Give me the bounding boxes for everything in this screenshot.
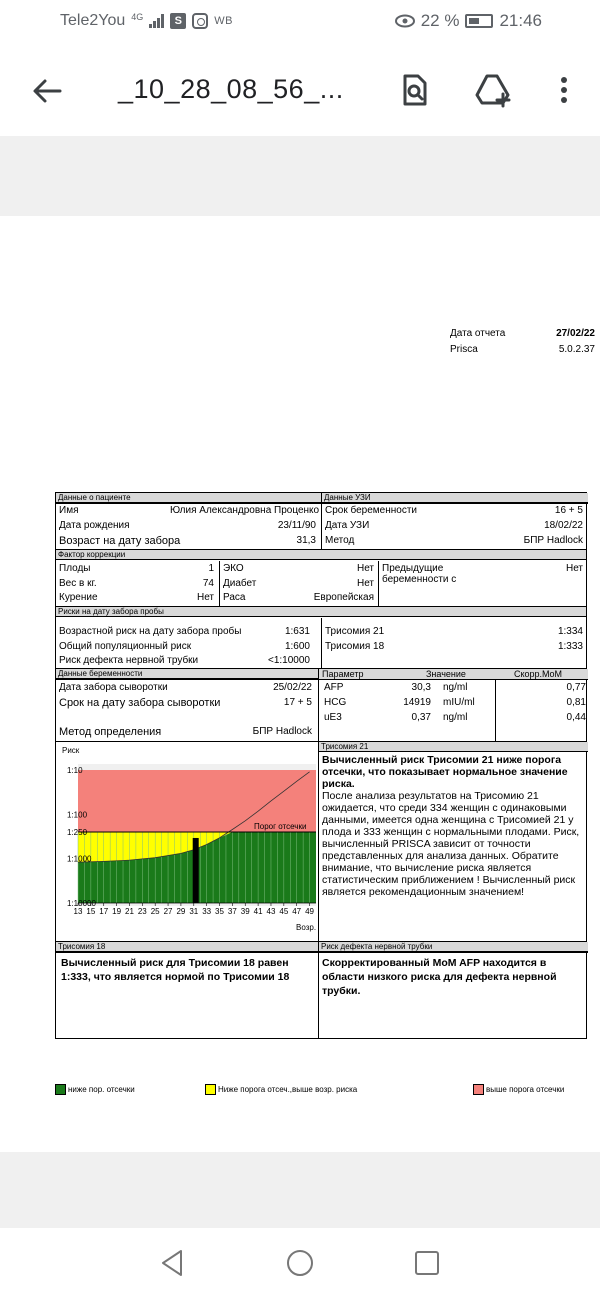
age-label: Возраст на дату забора [59,535,181,547]
name-label: Имя [59,505,79,516]
nav-back-icon[interactable] [157,1248,187,1278]
afp-unit: ng/ml [443,682,468,693]
smoke-value: Нет [196,592,214,603]
ue3-name: uE3 [324,712,342,723]
legend-yellow-swatch [205,1084,216,1095]
software-label: Prisca [450,344,478,355]
age-risk-value: 1:631 [284,626,310,637]
y-tick-label: 1:250 [67,827,88,837]
pop-risk-label: Общий популяционный риск [59,641,192,652]
x-tick-label: 37 [227,907,237,916]
bottom-band [0,1152,600,1228]
legend-green-label: ниже пор. отсечки [68,1085,135,1094]
x-tick-label: 31 [189,907,199,916]
serum-term-label: Срок на дату забора сыворотки [59,697,221,709]
x-tick-label: 17 [99,907,109,916]
param-header: Параметр [322,669,364,679]
document-page[interactable] [0,216,600,1152]
toolbar-shadow-band [0,136,600,216]
add-to-drive-icon[interactable] [473,70,513,110]
usi-date-value: 18/02/22 [544,520,583,531]
prev-label-2: беременности с [382,574,457,585]
x-tick-label: 13 [73,907,83,916]
diabetes-value: Нет [356,578,374,589]
legend-red-swatch [473,1084,484,1095]
ntd-header: Риск дефекта нервной трубки [319,942,588,952]
signal-icon [149,14,164,28]
carrier-name: Tele2You [60,12,126,29]
ue3-mom: 0,44 [566,712,586,723]
status-bar [0,0,600,44]
prev-value: Нет [565,563,583,574]
ue3-unit: ng/ml [443,712,468,723]
usi-header: Данные УЗИ [322,493,588,503]
pop-risk-value: 1:600 [284,641,310,652]
x-tick-label: 41 [253,907,263,916]
y-tick-label: 1:1000 [67,854,92,864]
diabetes-label: Диабет [223,578,257,589]
y-tick-label: 1:10 [67,766,83,775]
report-date-value: 27/02/22 [556,328,595,339]
t18-header: Трисомия 18 [56,942,318,952]
weight-value: 74 [202,578,214,589]
x-tick-label: 35 [215,907,224,916]
hcg-value: 14919 [403,697,431,708]
system-navigation-bar [0,1228,600,1298]
nav-recents-icon[interactable] [412,1248,442,1278]
t21-text [322,754,586,898]
name-value: Юлия Александровна Проценко [170,505,320,516]
legend-green-swatch [55,1084,66,1095]
x-tick-label: 47 [292,907,302,916]
x-tick-label: 15 [86,907,96,916]
patient-usi-section [56,493,586,550]
fetus-label: Плоды [59,563,91,574]
x-tick-label: 45 [279,907,289,916]
birth-label: Дата рождения [59,520,130,531]
x-tick-label: 25 [150,907,160,916]
t18-risk-label: Трисомия 18 [325,641,385,652]
afp-value: 30,3 [411,682,431,693]
serum-date-label: Дата забора сыворотки [59,682,168,693]
t21-header: Трисомия 21 [319,742,588,752]
risks-header: Риски на дату забора пробы [56,607,586,617]
legend-green [55,1084,135,1095]
ntd-text: Скорректированный MoM AFP находится в области низкого риска для дефекта нервной трубки. [322,957,557,997]
patient-header: Данные о пациенте [56,493,321,503]
report-table [55,492,587,1039]
t21-risk-value: 1:334 [557,626,583,637]
x-tick-label: 21 [125,907,134,916]
usi-term-value: 16 + 5 [554,505,583,516]
clock: 21:46 [499,11,542,30]
legend-yellow-label: Ниже порога отсеч.,выше возр. риска [218,1085,358,1094]
network-type: 4G [131,12,144,22]
afp-mom: 0,77 [566,682,586,693]
ntd-risk-label: Риск дефекта нервной трубки [59,655,199,666]
legend-red-label: выше порога отсечки [486,1085,565,1094]
t21-risk-label: Трисомия 21 [325,626,385,637]
x-tick-label: 29 [176,907,186,916]
status-right [395,11,542,31]
eco-label: ЭКО [223,563,244,574]
age-value: 31,3 [296,535,316,546]
app-s-icon: S [170,13,186,29]
search-document-icon[interactable] [394,70,434,110]
serum-term-value: 17 + 5 [283,697,312,708]
afp-name: AFP [324,682,344,693]
wb-icon: WB [214,15,233,27]
serum-date-value: 25/02/22 [273,682,312,693]
instagram-icon [192,13,208,29]
threshold-label: Порог отсечки [254,821,307,831]
birth-value: 23/11/90 [277,520,316,531]
x-tick-label: 49 [305,907,315,916]
risks-section [56,607,586,669]
app-bar [0,44,600,136]
hcg-name: HCG [324,697,347,708]
battery-percent: 22 % [420,11,460,30]
usi-term-label: Срок беременности [325,505,418,516]
usi-method-label: Метод [325,535,355,546]
t21-explanation: После анализа результатов на Трисомию 21 ожидается, что среди 334 женщин с одинаковыми данными, имеется одна женщина с Трисомией 21 у плода и 333 женщин с нормальными плодами. Риск, вычисленный PRISCA зависит от точности представленных для анализа данных. Обратите внимание, что вычисление риска является статистическим приближением ! Вычисленный риск является рекомендационным значением! [322,790,580,898]
determination-method-label: Метод определения [59,726,162,738]
t21-conclusion: Вычисленный риск Трисомии 21 ниже порога отсечки, что показывает нормальное значение риска. [322,754,568,790]
prev-label-1: Предыдущие [382,563,444,574]
risk-chart-svg [56,742,318,942]
battery-icon [465,14,493,28]
y-tick-label: 1:10000 [67,899,96,908]
more-vert-icon[interactable] [544,70,584,110]
smoke-label: Курение [59,592,98,603]
y-tick-label: 1:100 [67,810,88,820]
legend-yellow [205,1084,357,1095]
pregnancy-header: Данные беременности [56,669,318,679]
race-label: Раса [223,592,246,603]
chart-t21-section [56,742,586,942]
fetus-value: 1 [208,563,214,574]
back-arrow-icon[interactable] [30,74,64,108]
ue3-value: 0,37 [411,712,431,723]
determination-method-value: БПР Hadlock [252,726,312,737]
software-version: 5.0.2.37 [558,344,595,355]
chart-risk-label: Риск [62,746,80,755]
usi-method-value: БПР Hadlock [523,535,583,546]
file-title: _10_28_08_56_... [118,74,344,104]
pregnancy-section [56,669,586,742]
value-header: Значение [426,669,466,679]
x-tick-label: 23 [137,907,147,916]
risk-chart [56,742,318,942]
report-info [450,326,595,358]
patient-risk-bar [193,838,199,903]
race-value: Европейская [313,592,374,603]
eco-value: Нет [356,563,374,574]
x-tick-label: 19 [112,907,122,916]
weight-label: Вес в кг. [59,578,97,589]
ntd-risk-value: <1:10000 [268,655,310,666]
x-axis-label: Возр. [296,923,317,932]
correction-header: Фактор коррекции [56,550,586,560]
status-left [60,12,233,30]
hcg-unit: mIU/ml [443,697,475,708]
x-tick-label: 43 [266,907,276,916]
legend-red [473,1084,564,1095]
x-tick-label: 33 [202,907,212,916]
t18-text: Вычисленный риск для Трисомии 18 равен 1:333, что является нормой по Трисомии 18 [61,957,290,983]
report-date-label: Дата отчета [450,328,506,339]
eye-icon [395,14,415,28]
correction-section [56,550,586,607]
t18-risk-value: 1:333 [557,641,583,652]
t18-ntd-section [56,942,586,1038]
hcg-mom: 0,81 [566,697,586,708]
usi-date-label: Дата УЗИ [325,520,370,531]
age-risk-label: Возрастной риск на дату забора пробы [59,626,242,637]
x-tick-label: 39 [240,907,250,916]
nav-home-icon[interactable] [285,1248,315,1278]
mom-header: Скорр.MoM [514,669,563,679]
x-tick-label: 27 [163,907,173,916]
